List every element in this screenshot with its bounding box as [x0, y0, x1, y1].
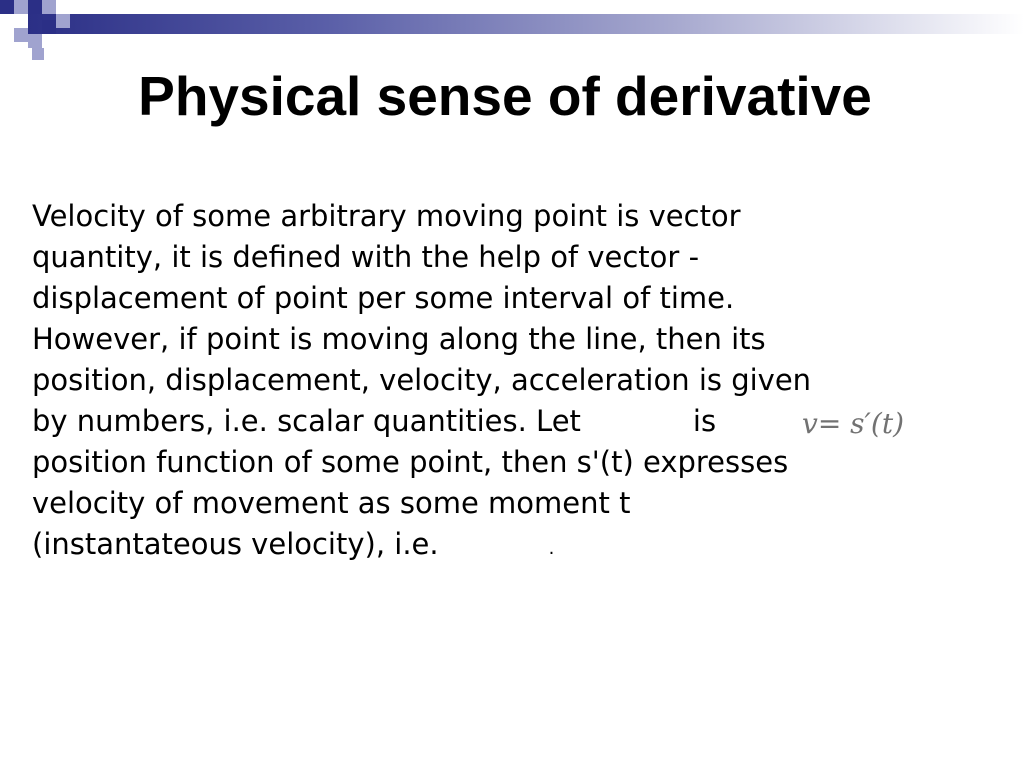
deco-square: [28, 34, 42, 48]
deco-square: [42, 0, 56, 14]
body-text-fragment: (instantateous velocity), i.e.: [32, 527, 439, 561]
deco-square: [14, 28, 28, 42]
deco-square: [32, 48, 44, 60]
deco-square: [42, 20, 56, 34]
body-line: velocity of movement as some moment t: [32, 486, 631, 520]
body-line: Velocity of some arbitrary moving point is vector: [32, 199, 741, 233]
body-line: quantity, it is defined with the help of vector -: [32, 240, 700, 274]
body-line: position function of some point, then s'(t) expresses: [32, 445, 789, 479]
gradient-bar: [28, 14, 1024, 34]
period-mark: .: [548, 538, 555, 559]
deco-square: [14, 0, 28, 14]
velocity-formula: v= s′(t): [802, 407, 905, 440]
deco-square: [0, 0, 14, 14]
deco-square: [28, 0, 42, 14]
deco-square: [56, 14, 70, 28]
body-line: However, if point is moving along the line, then its: [32, 322, 766, 356]
body-line: position, displacement, velocity, acceleration is given: [32, 363, 812, 397]
body-text-fragment: is: [692, 404, 717, 438]
slide-title: Physical sense of derivative: [138, 65, 872, 127]
body-text-fragment: by numbers, i.e. scalar quantities. Let: [32, 404, 581, 438]
body-line: [32, 524, 992, 565]
body-line: displacement of point per some interval of time.: [32, 281, 735, 315]
deco-square: [14, 14, 28, 28]
slide-body: [32, 196, 992, 565]
